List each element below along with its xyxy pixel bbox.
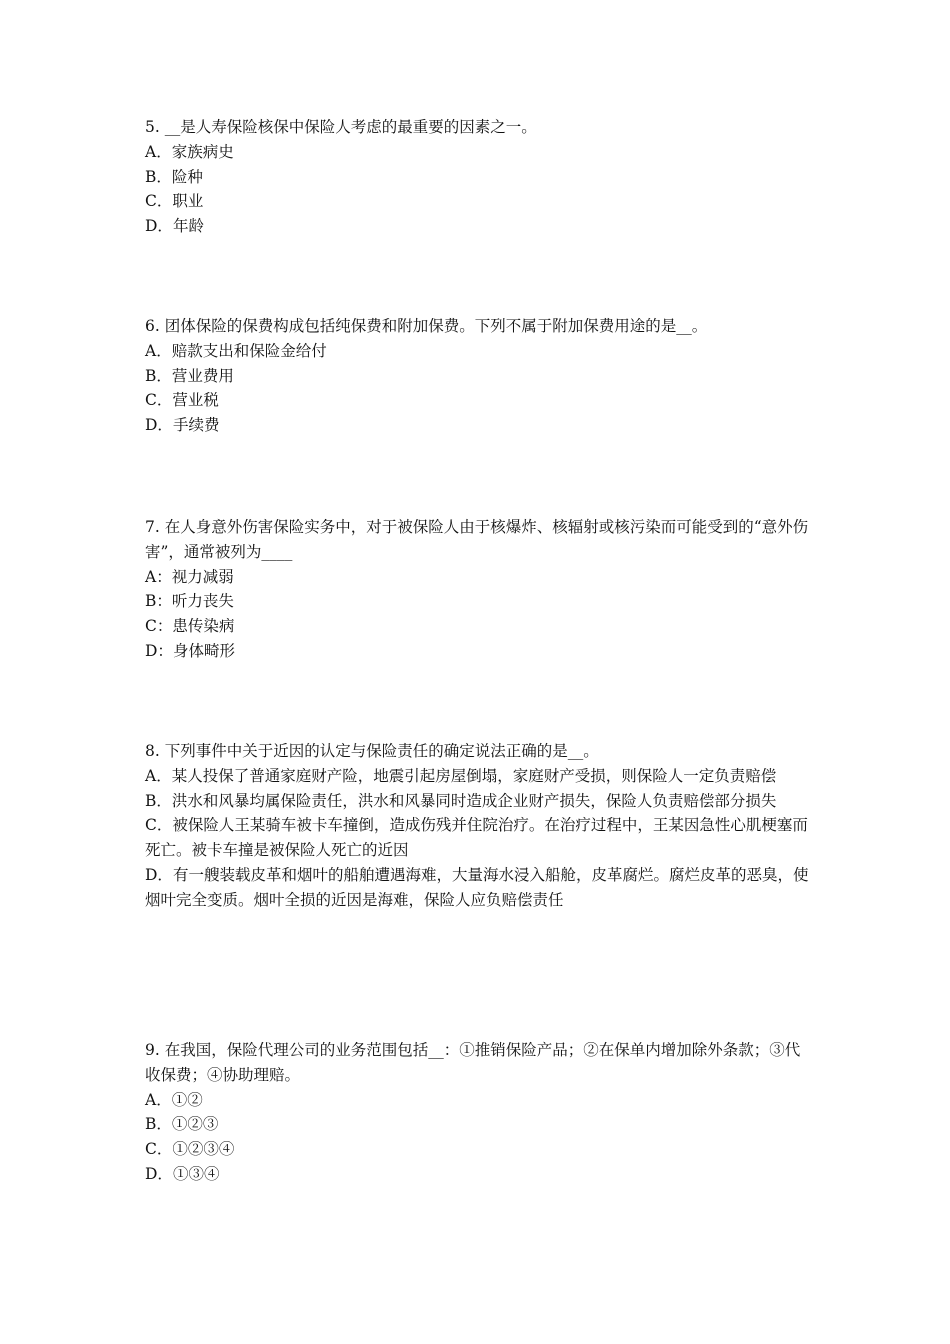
option-c <box>145 614 810 639</box>
option-key: A． <box>145 766 172 785</box>
option-text: 家族病史 <box>171 142 234 161</box>
option-text: 洪水和风暴均属保险责任，洪水和风暴同时造成企业财产损失，保险人负责赔偿部分损失 <box>171 791 777 810</box>
option-text: 赔款支出和保险金给付 <box>171 341 327 360</box>
option-d <box>145 413 810 438</box>
option-c <box>145 189 810 214</box>
option-text: ①②③ <box>171 1115 219 1134</box>
option-b <box>145 789 810 814</box>
option-d <box>145 1162 810 1187</box>
option-key: C． <box>145 1140 173 1159</box>
option-a <box>145 565 810 590</box>
question-stem: 9. 在我国，保险代理公司的业务范围包括__：①推销保险产品；②在保单内增加除外条款；③代收保费；④协助理赔。 <box>145 1041 801 1084</box>
option-text: 身体畸形 <box>172 641 235 660</box>
question-stem: 7. 在人身意外伤害保险实务中，对于被保险人由于核爆炸、核辐射或核污染而可能受到的“意外伤害”，通常被列为____ <box>145 518 809 561</box>
option-a <box>145 339 810 364</box>
option-key: B． <box>145 1115 172 1134</box>
option-key: B． <box>145 366 172 385</box>
option-c <box>145 813 810 863</box>
option-key: D． <box>145 416 173 435</box>
option-key: D． <box>145 865 173 884</box>
option-text: 听力丧失 <box>171 592 234 611</box>
option-b <box>145 1112 810 1137</box>
option-c <box>145 388 810 413</box>
option-text: 被保险人王某骑车被卡车撞倒，造成伤残并住院治疗。在治疗过程中，王某因急性心肌梗塞而死亡。被卡车撞是被保险人死亡的近因 <box>145 816 808 860</box>
option-b <box>145 165 810 190</box>
option-key: D． <box>145 1164 173 1183</box>
option-text: ①② <box>171 1090 203 1109</box>
question-6 <box>145 314 810 438</box>
option-text: 某人投保了普通家庭财产险，地震引起房屋倒塌，家庭财产受损，则保险人一定负责赔偿 <box>171 766 777 785</box>
question-stem: 6. 团体保险的保费构成包括纯保费和附加保费。下列不属于附加保费用途的是__。 <box>145 317 708 335</box>
option-text: 营业费用 <box>171 366 234 385</box>
option-key: A． <box>145 1090 172 1109</box>
option-key: A． <box>145 341 172 360</box>
question-5 <box>145 115 810 239</box>
option-key: B． <box>145 167 172 186</box>
option-b <box>145 589 810 614</box>
option-text: ①③④ <box>172 1164 220 1183</box>
question-stem: 5. __是人寿保险核保中保险人考虑的最重要的因素之一。 <box>145 118 537 136</box>
option-key: A． <box>145 142 172 161</box>
option-a <box>145 140 810 165</box>
option-text: 年龄 <box>172 217 204 236</box>
option-text: 视力减弱 <box>171 567 234 586</box>
option-d <box>145 214 810 239</box>
option-text: 手续费 <box>172 416 220 435</box>
option-a <box>145 1088 810 1113</box>
option-text: 职业 <box>172 192 204 211</box>
question-8 <box>145 739 810 913</box>
option-b <box>145 364 810 389</box>
option-text: 患传染病 <box>172 617 235 636</box>
option-key: C． <box>145 816 173 835</box>
question-stem: 8. 下列事件中关于近因的认定与保险责任的确定说法正确的是__。 <box>145 742 599 760</box>
question-9 <box>145 1038 810 1187</box>
question-7 <box>145 515 810 664</box>
option-key: C： <box>145 617 173 636</box>
option-c <box>145 1137 810 1162</box>
option-text: 有一艘装载皮革和烟叶的船舶遭遇海难，大量海水浸入船舱，皮革腐烂。腐烂皮革的恶臭，使烟叶完全变质。烟叶全损的近因是海难，保险人应负赔偿责任 <box>145 865 809 909</box>
option-key: A： <box>145 567 172 586</box>
option-key: C． <box>145 192 173 211</box>
option-key: C． <box>145 391 173 410</box>
option-text: 险种 <box>171 167 203 186</box>
option-a <box>145 764 810 789</box>
option-key: D： <box>145 641 173 660</box>
option-d <box>145 863 810 913</box>
option-key: D． <box>145 217 173 236</box>
option-text: 营业税 <box>172 391 219 410</box>
option-key: B． <box>145 791 172 810</box>
option-key: B： <box>145 592 172 611</box>
option-text: ①②③④ <box>172 1140 235 1159</box>
option-d <box>145 639 810 664</box>
